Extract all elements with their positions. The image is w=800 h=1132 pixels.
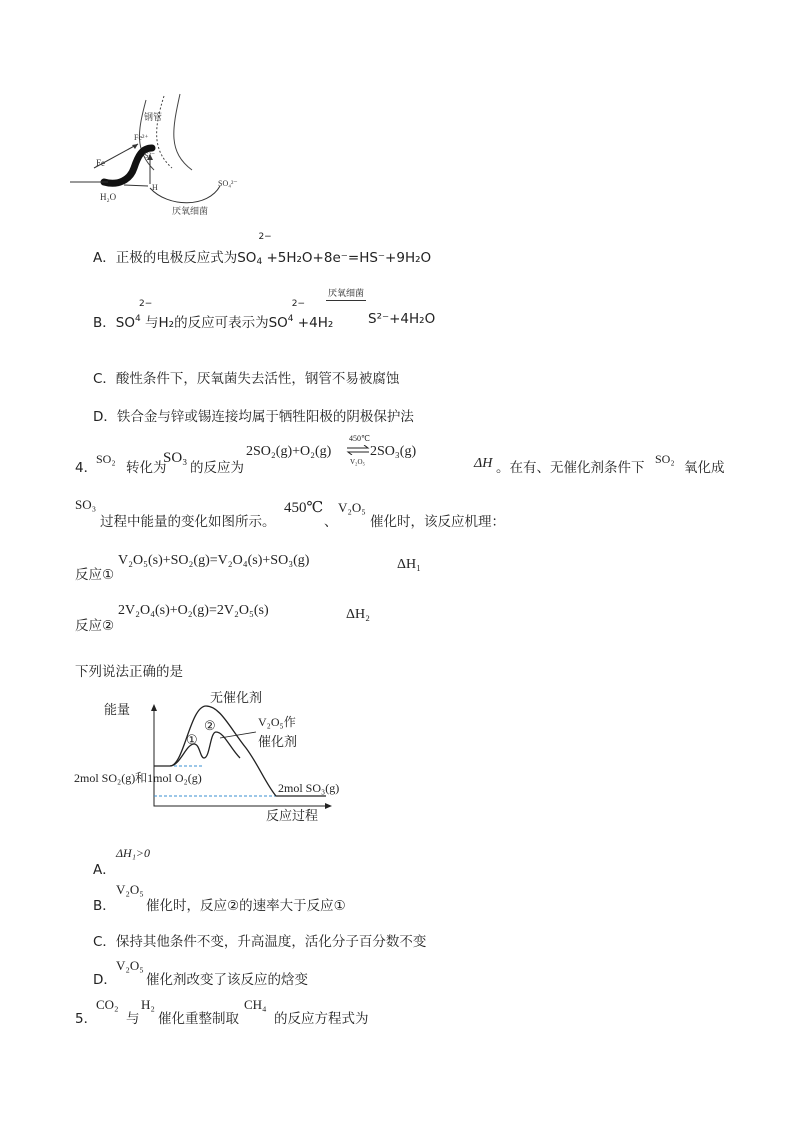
- reaction-1-label: 反应①: [75, 567, 115, 583]
- q4-eq-right: 2SO₃(g): [370, 444, 417, 459]
- q5-text2: 催化重整制取: [158, 1011, 239, 1027]
- catalyst-label-1: V₂O₅作: [258, 715, 296, 729]
- q4-text3-so2: SO₂: [655, 452, 675, 466]
- q3-option-b-condition: 厌氧细菌: [326, 286, 366, 301]
- q4-text3-end: 氧化成: [684, 460, 725, 476]
- q5-h2: H₂: [141, 997, 155, 1012]
- step-2-label: ②: [204, 718, 216, 733]
- q3-option-a: A．正极的电极反应式为SO 2− 4 +5H₂O+8e⁻=HS⁻+9H₂O: [93, 232, 432, 267]
- y-axis-label: 能量: [104, 702, 131, 717]
- label-water: H₂O: [100, 192, 117, 202]
- q3-option-c: C．酸性条件下，厌氧菌失去活性，钢管不易被腐蚀: [93, 371, 400, 387]
- q4-option-b-prefix: B．: [93, 898, 116, 914]
- catalyst-curve: [170, 732, 240, 766]
- q3-option-b-product: S²⁻+4H₂O: [368, 311, 436, 327]
- equilibrium-arrow: [346, 445, 370, 455]
- q4-option-a-eq: ΔH₁>0: [116, 846, 150, 860]
- q4-text2: 的反应为: [190, 460, 244, 476]
- q4-option-d-prefix: D．: [93, 972, 117, 988]
- q4-option-b-text: 催化时，反应②的速率大于反应①: [146, 898, 346, 914]
- reaction-1-dh: ΔH₁: [397, 557, 421, 572]
- step-1-label: ①: [186, 732, 198, 747]
- q4-delta-h: ΔH: [474, 456, 493, 471]
- label-fe-ion: Fe²⁺: [134, 133, 149, 142]
- q4-option-d-cat: V₂O₅: [116, 958, 144, 973]
- q3-option-b: B．SO 2− $^4$ 与H₂的反应可表示为SO 2− $^4$ +4H₂: [93, 299, 334, 331]
- q4-question: 下列说法正确的是: [75, 664, 183, 680]
- q4-option-c: C．保持其他条件不变，升高温度，活化分子百分数不变: [93, 934, 427, 950]
- q4-eq-left: 2SO₂(g)+O₂(g): [246, 444, 332, 459]
- no-catalyst-label: 无催化剂: [210, 690, 263, 705]
- catalyst-label-2: 催化剂: [258, 734, 298, 749]
- x-axis-arrow: [325, 803, 332, 809]
- q4-eq-cond-top: 450℃: [349, 434, 370, 443]
- reaction-1-equation: V₂O₅(s)+SO₂(g)=V₂O₄(s)+SO₃(g): [118, 553, 310, 568]
- x-axis-label: 反应过程: [266, 808, 319, 822]
- q4-line2-cat: V₂O₅: [338, 500, 366, 515]
- y-axis-arrow: [151, 704, 157, 711]
- q4-so2: SO₂: [96, 452, 116, 466]
- q5-number: 5．: [75, 1011, 98, 1027]
- corrosion-diagram: [68, 90, 268, 220]
- q5-text1: 与: [126, 1011, 140, 1027]
- q3-option-d: D．铁合金与锌或锡连接均属于牺牲阳极的阴极保护法: [93, 409, 414, 425]
- q4-line2-so3: SO₃: [75, 497, 97, 512]
- q5-co2: CO₂: [96, 997, 119, 1012]
- label-so4: SO₄²⁻: [218, 179, 238, 188]
- q4-line2-text: 过程中能量的变化如图所示。: [100, 514, 276, 530]
- q4-option-d-text: 催化剂改变了该反应的焓变: [146, 972, 308, 988]
- q4-option-b-cat: V₂O₅: [116, 882, 144, 897]
- q4-number: 4．: [75, 460, 98, 476]
- q4-text1: 转化为: [126, 460, 167, 476]
- label-pipe: 钢管: [144, 112, 163, 122]
- label-s: S²⁻: [144, 151, 156, 160]
- q4-option-a-prefix: A．: [93, 862, 116, 878]
- label-h: H: [152, 183, 158, 192]
- q5-text3: 的反应方程式为: [274, 1011, 369, 1027]
- label-bacteria: 厌氧细菌: [172, 206, 209, 216]
- reaction-2-label: 反应②: [75, 618, 115, 634]
- reaction-2-equation: 2V₂O₄(s)+O₂(g)=2V₂O₅(s): [118, 603, 269, 618]
- q4-so3: SO₃: [163, 450, 188, 466]
- q4-line2-temp: 450℃: [284, 500, 324, 516]
- q5-ch4: CH₄: [244, 997, 267, 1012]
- products-label: 2mol SO₃(g): [278, 781, 340, 795]
- q4-line2-end: 催化时，该反应机理：: [370, 514, 505, 530]
- reaction-2-dh: ΔH₂: [346, 607, 370, 622]
- q4-text3: 。在有、无催化剂条件下: [496, 460, 645, 476]
- reactants-label: 2mol SO₂(g)和1mol O₂(g): [74, 771, 202, 785]
- energy-profile-diagram: [70, 688, 370, 822]
- q4-eq-cond-bot: V₂O₅: [350, 458, 365, 466]
- label-fe: Fe: [96, 158, 105, 168]
- q4-line2-sep: 、: [324, 514, 338, 530]
